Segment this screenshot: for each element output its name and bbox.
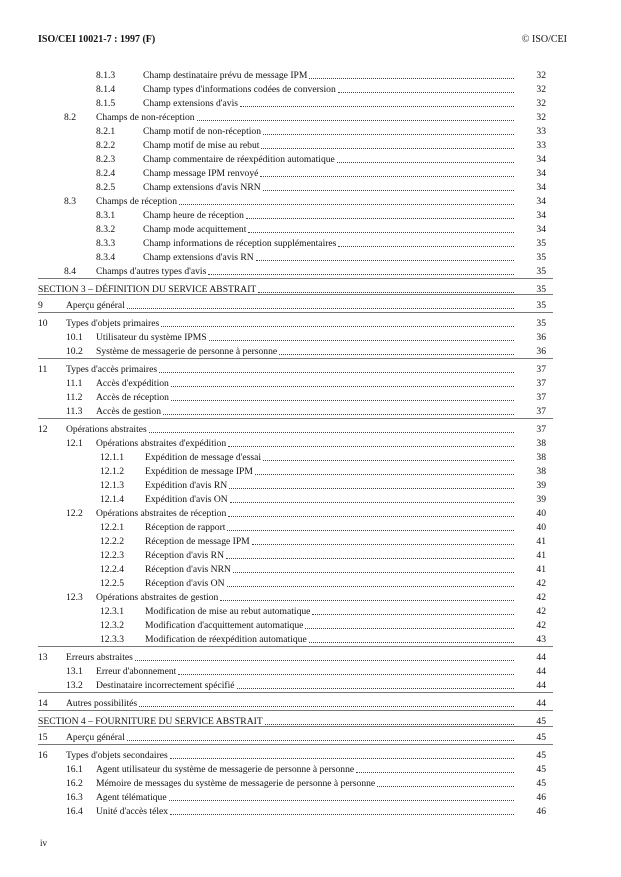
toc-entry-page: 34 (536, 210, 546, 221)
toc-entry-number: 8.2.1 (96, 126, 116, 137)
toc-entry-number: 8.3 (64, 196, 76, 207)
toc-entry-page: 37 (536, 424, 546, 435)
toc-entry-page: 45 (536, 778, 546, 789)
toc-entry-number: 12.1.1 (100, 452, 124, 463)
toc-entry[interactable] (0, 732, 621, 743)
toc-entry-number: 10.2 (66, 346, 83, 357)
toc-entry-title: Types d'accès primaires (66, 364, 158, 375)
dot-leader (237, 680, 514, 689)
toc-entry-page: 34 (536, 168, 546, 179)
section-divider (38, 294, 553, 295)
toc-entry-page: 46 (536, 792, 546, 803)
toc-entry-number: 15 (38, 732, 48, 743)
toc-entry-title: Destinataire incorrectement spécifié (96, 680, 235, 691)
toc-entry[interactable] (0, 238, 621, 249)
dot-leader (263, 126, 514, 135)
toc-entry-title: Types d'objets primaires (66, 318, 160, 329)
toc-entry[interactable] (0, 424, 621, 435)
dot-leader (261, 140, 514, 149)
dot-leader (208, 266, 514, 275)
toc-entry-page: 34 (536, 196, 546, 207)
toc-entry-page: 38 (536, 438, 546, 449)
dot-leader (161, 318, 514, 327)
toc-entry-page: 32 (536, 84, 546, 95)
toc-entry-number: 12.2.4 (100, 564, 124, 575)
toc-entry-page: 38 (536, 466, 546, 477)
toc-entry-number: 11 (38, 364, 48, 375)
toc-entry-title: Champ extensions d'avis NRN (143, 182, 261, 193)
toc-entry-page: 35 (536, 318, 546, 329)
toc-entry-number: 8.2 (64, 112, 76, 123)
toc-entry-page: 38 (536, 452, 546, 463)
toc-entry-title: Opérations abstraites d'expédition (96, 438, 227, 449)
toc-entry[interactable] (0, 266, 621, 277)
toc-entry[interactable] (0, 666, 621, 677)
toc-entry-number: 12.3.3 (100, 634, 124, 645)
dot-leader (209, 332, 514, 341)
dot-leader (279, 346, 514, 355)
toc-entry-title: Utilisateur du système IPMS (96, 332, 207, 343)
toc-entry[interactable] (0, 318, 621, 329)
toc-entry-page: 42 (536, 620, 546, 631)
toc-entry[interactable] (0, 652, 621, 663)
toc-entry-title: Accès de réception (96, 392, 169, 403)
toc-entry[interactable] (0, 70, 621, 81)
toc-entry-page: 36 (536, 332, 546, 343)
toc-entry-page: 45 (536, 750, 546, 761)
toc-entry[interactable] (0, 522, 621, 533)
toc-entry-title: Opérations abstraites de gestion (96, 592, 219, 603)
toc-entry-title: Expédition d'avis ON (145, 494, 228, 505)
toc-entry[interactable] (0, 536, 621, 547)
toc-entry-title: Expédition de message d'essai (145, 452, 262, 463)
dot-leader (305, 620, 514, 629)
toc-entry-number: 10 (38, 318, 48, 329)
dot-leader (171, 392, 514, 401)
toc-entry-page: 39 (536, 480, 546, 491)
toc-entry-title: Erreurs abstraites (66, 652, 133, 663)
section-divider (38, 744, 553, 745)
toc-entry-number: 11.1 (66, 378, 83, 389)
toc-entry-page: 33 (536, 140, 546, 151)
toc-entry-number: 12 (38, 424, 48, 435)
toc-entry-number: 11.3 (66, 406, 83, 417)
dot-leader (179, 196, 514, 205)
toc-entry[interactable] (0, 406, 621, 417)
toc-entry-number: 16.2 (66, 778, 83, 789)
dot-leader (226, 550, 514, 559)
toc-entry-page: 32 (536, 98, 546, 109)
toc-entry-page: 41 (536, 564, 546, 575)
toc-entry-title: Accès d'expédition (96, 378, 169, 389)
toc-entry[interactable] (0, 698, 621, 709)
toc-entry-number: 14 (38, 698, 48, 709)
toc-entry-page: 35 (536, 284, 546, 295)
toc-entry-page: 46 (536, 806, 546, 817)
toc-entry-number: 8.3.3 (96, 238, 116, 249)
toc-entry[interactable] (0, 182, 621, 193)
toc-entry[interactable] (0, 252, 621, 263)
toc-entry-title: Champ motif de mise au rebut (143, 140, 260, 151)
toc-entry-number: 12.1 (66, 438, 83, 449)
dot-leader (256, 252, 514, 261)
toc-entry-number: 12.2.3 (100, 550, 124, 561)
toc-entry-number: 12.1.2 (100, 466, 124, 477)
toc-entry-title: Champ extensions d'avis RN (143, 252, 254, 263)
toc-entry-page: 34 (536, 224, 546, 235)
toc-entry-title: Aperçu général (66, 732, 125, 743)
toc-entry-number: 8.2.4 (96, 168, 116, 179)
toc-entry-title: Champ extensions d'avis (143, 98, 238, 109)
dot-leader (228, 508, 514, 517)
section-divider (38, 358, 553, 359)
toc-entry-title: Mémoire de messages du système de messagerie de personne à personne (96, 778, 376, 789)
toc-entry-number: 13.1 (66, 666, 83, 677)
toc-entry-number: 12.2 (66, 508, 83, 519)
toc-entry[interactable] (0, 494, 621, 505)
toc-entry[interactable] (0, 606, 621, 617)
toc-entry-number: 13 (38, 652, 48, 663)
toc-entry-page: 35 (536, 238, 546, 249)
section-divider (38, 692, 553, 693)
toc-entry-page: 43 (536, 634, 546, 645)
dot-leader (263, 182, 514, 191)
dot-leader (163, 406, 514, 415)
toc-entry-number: 8.2.2 (96, 140, 116, 151)
toc-entry-page: 40 (536, 522, 546, 533)
toc-entry[interactable] (0, 550, 621, 561)
dot-leader (171, 378, 514, 387)
toc-entry-page: 41 (536, 550, 546, 561)
toc-entry[interactable] (0, 112, 621, 123)
toc-entry[interactable] (0, 332, 621, 343)
toc-entry-number: 12.3.1 (100, 606, 124, 617)
dot-leader (338, 238, 514, 247)
toc-entry-title: Réception de rapport (145, 522, 226, 533)
toc-entry-number: 16.4 (66, 806, 83, 817)
toc-entry[interactable] (0, 634, 621, 645)
toc-entry-number: 8.3.4 (96, 252, 116, 263)
toc-entry-page: 39 (536, 494, 546, 505)
toc-entry-number: 8.4 (64, 266, 76, 277)
dot-leader (263, 452, 514, 461)
toc-entry-title: SECTION 4 – FOURNITURE DU SERVICE ABSTRAIT (38, 716, 263, 727)
dot-leader (265, 716, 514, 725)
toc-entry[interactable] (0, 84, 621, 95)
toc-entry[interactable] (0, 564, 621, 575)
toc-entry-page: 44 (536, 666, 546, 677)
dot-leader (309, 70, 514, 79)
toc-entry-title: Autres possibilités (66, 698, 138, 709)
toc-entry-title: Accès de gestion (96, 406, 162, 417)
toc-entry[interactable] (0, 140, 621, 151)
section-divider (38, 312, 553, 313)
toc-entry[interactable] (0, 764, 621, 775)
toc-entry-number: 12.1.4 (100, 494, 124, 505)
toc-entry[interactable] (0, 154, 621, 165)
toc-entry-title: Champ types d'informations codées de conversion (143, 84, 336, 95)
toc-entry[interactable] (0, 438, 621, 449)
toc-entry-number: 12.2.5 (100, 578, 124, 589)
toc-entry-title: Champs d'autres types d'avis (96, 266, 207, 277)
dot-leader (260, 168, 514, 177)
toc-entry-title: Champs de réception (96, 196, 177, 207)
toc-entry-page: 35 (536, 266, 546, 277)
toc-entry-title: Champ heure de réception (143, 210, 244, 221)
dot-leader (309, 634, 514, 643)
dot-leader (135, 652, 514, 661)
toc-entry[interactable] (0, 168, 621, 179)
toc-entry-title: Réception d'avis NRN (145, 564, 231, 575)
section-divider (38, 726, 553, 727)
toc-entry-title: Unité d'accès télex (96, 806, 169, 817)
toc-entry-page: 45 (536, 732, 546, 743)
toc-entry-page: 37 (536, 406, 546, 417)
toc-entry[interactable] (0, 592, 621, 603)
dot-leader (227, 522, 514, 531)
toc-entry-number: 8.1.3 (96, 70, 116, 81)
dot-leader (127, 300, 514, 309)
toc-entry-page: 42 (536, 592, 546, 603)
toc-entry-title: Erreur d'abonnement (96, 666, 177, 677)
section-divider (38, 278, 553, 279)
toc-entry-page: 37 (536, 378, 546, 389)
dot-leader (220, 592, 514, 601)
section-divider (38, 646, 553, 647)
dot-leader (228, 438, 514, 447)
toc-entry-title: Agent télématique (96, 792, 167, 803)
toc-entry-title: Champ informations de réception supplémentaires (143, 238, 337, 249)
toc-entry-title: Champ destinataire prévu de message IPM (143, 70, 308, 81)
dot-leader (246, 210, 514, 219)
toc-entry-title: Réception d'avis RN (145, 550, 224, 561)
toc-entry-title: Expédition de message IPM (145, 466, 253, 477)
toc-entry-number: 9 (38, 300, 43, 311)
toc-entry-number: 12.3.2 (100, 620, 124, 631)
toc-entry-page: 45 (536, 716, 546, 727)
toc-entry[interactable] (0, 452, 621, 463)
toc-entry[interactable] (0, 792, 621, 803)
dot-leader (170, 750, 514, 759)
toc-entry-page: 44 (536, 652, 546, 663)
toc-entry-number: 10.1 (66, 332, 83, 343)
toc-entry-page: 35 (536, 300, 546, 311)
toc-entry-title: Réception de message IPM (145, 536, 250, 547)
toc-entry[interactable] (0, 806, 621, 817)
dot-leader (197, 112, 514, 121)
toc-entry-page: 34 (536, 154, 546, 165)
toc-entry-title: Champs de non-réception (96, 112, 195, 123)
toc-entry-number: 8.2.3 (96, 154, 116, 165)
toc-entry[interactable] (0, 680, 621, 691)
toc-entry[interactable] (0, 508, 621, 519)
toc-entry-title: Modification de mise au rebut automatique (145, 606, 311, 617)
toc-entry-page: 33 (536, 126, 546, 137)
toc-entry[interactable] (0, 210, 621, 221)
toc-entry-number: 8.3.1 (96, 210, 116, 221)
toc-entry[interactable] (0, 778, 621, 789)
toc-entry-page: 32 (536, 70, 546, 81)
toc-entry[interactable] (0, 364, 621, 375)
document-id-header: ISO/CEI 10021-7 : 1997 (F) (38, 34, 156, 45)
dot-leader (337, 154, 514, 163)
dot-leader (258, 284, 514, 293)
toc-entry-title: Champ motif de non-réception (143, 126, 262, 137)
toc-entry-title: Opérations abstraites (66, 424, 147, 435)
toc-entry[interactable] (0, 98, 621, 109)
toc-entry-page: 34 (536, 182, 546, 193)
toc-entry-title: Réception d'avis ON (145, 578, 225, 589)
dot-leader (127, 732, 514, 741)
toc-entry[interactable] (0, 466, 621, 477)
toc-entry-title: Champ message IPM renvoyé (143, 168, 259, 179)
toc-entry-page: 36 (536, 346, 546, 357)
toc-entry-title: Expédition d'avis RN (145, 480, 228, 491)
dot-leader (227, 578, 514, 587)
toc-entry-number: 8.1.5 (96, 98, 116, 109)
toc-entry-page: 40 (536, 508, 546, 519)
toc-entry[interactable] (0, 392, 621, 403)
toc-entry[interactable] (0, 620, 621, 631)
toc-entry-number: 12.1.3 (100, 480, 124, 491)
toc-entry-number: 16.3 (66, 792, 83, 803)
toc-entry-page: 41 (536, 536, 546, 547)
toc-entry-title: Champ mode acquittement (143, 224, 247, 235)
toc-entry[interactable] (0, 126, 621, 137)
dot-leader (139, 698, 514, 707)
toc-entry-number: 12.2.2 (100, 536, 124, 547)
toc-entry-page: 37 (536, 392, 546, 403)
section-divider (38, 418, 553, 419)
dot-leader (312, 606, 514, 615)
toc-entry-title: SECTION 3 – DÉFINITION DU SERVICE ABSTRAIT (38, 284, 257, 295)
dot-leader (240, 98, 514, 107)
toc-entry-page: 42 (536, 578, 546, 589)
dot-leader (356, 764, 514, 773)
dot-leader (233, 564, 514, 573)
toc-entry[interactable] (0, 378, 621, 389)
page-number-footer: iv (40, 838, 48, 848)
dot-leader (178, 666, 514, 675)
toc-entry-page: 42 (536, 606, 546, 617)
dot-leader (159, 364, 514, 373)
dot-leader (170, 806, 514, 815)
toc-entry-title: Modification de réexpédition automatique (145, 634, 307, 645)
toc-entry-page: 44 (536, 698, 546, 709)
toc-entry-page: 44 (536, 680, 546, 691)
toc-entry[interactable] (0, 750, 621, 761)
dot-leader (252, 536, 514, 545)
toc-entry-page: 32 (536, 112, 546, 123)
toc-entry-number: 12.2.1 (100, 522, 124, 533)
toc-entry-page: 45 (536, 764, 546, 775)
toc-entry-number: 8.1.4 (96, 84, 116, 95)
toc-entry[interactable] (0, 300, 621, 311)
dot-leader (338, 84, 514, 93)
dot-leader (229, 480, 514, 489)
toc-entry-title: Modification d'acquittement automatique (145, 620, 304, 631)
toc-entry-number: 12.3 (66, 592, 83, 603)
toc-entry[interactable] (0, 480, 621, 491)
toc-entry-title: Champ commentaire de réexpédition automatique (143, 154, 335, 165)
dot-leader (248, 224, 514, 233)
toc-entry-page: 37 (536, 364, 546, 375)
toc-entry-number: 8.3.2 (96, 224, 116, 235)
toc-entry[interactable] (0, 196, 621, 207)
dot-leader (377, 778, 514, 787)
toc-entry-title: Types d'objets secondaires (66, 750, 168, 761)
dot-leader (169, 792, 514, 801)
dot-leader (255, 466, 514, 475)
toc-entry[interactable] (0, 578, 621, 589)
toc-entry-title: Système de messagerie de personne à personne (96, 346, 278, 357)
toc-entry-number: 13.2 (66, 680, 83, 691)
toc-entry-number: 16.1 (66, 764, 83, 775)
dot-leader (149, 424, 514, 433)
toc-entry-page: 35 (536, 252, 546, 263)
toc-entry[interactable] (0, 224, 621, 235)
toc-entry-title: Agent utilisateur du système de messagerie de personne à personne (96, 764, 355, 775)
toc-entry-number: 11.2 (66, 392, 83, 403)
copyright-header: © ISO/CEI (521, 34, 567, 45)
toc-entry[interactable] (0, 346, 621, 357)
toc-entry-title: Aperçu général (66, 300, 125, 311)
dot-leader (230, 494, 514, 503)
toc-entry-title: Opérations abstraites de réception (96, 508, 227, 519)
toc-entry-number: 8.2.5 (96, 182, 116, 193)
toc-entry-number: 16 (38, 750, 48, 761)
section-divider (38, 710, 553, 711)
